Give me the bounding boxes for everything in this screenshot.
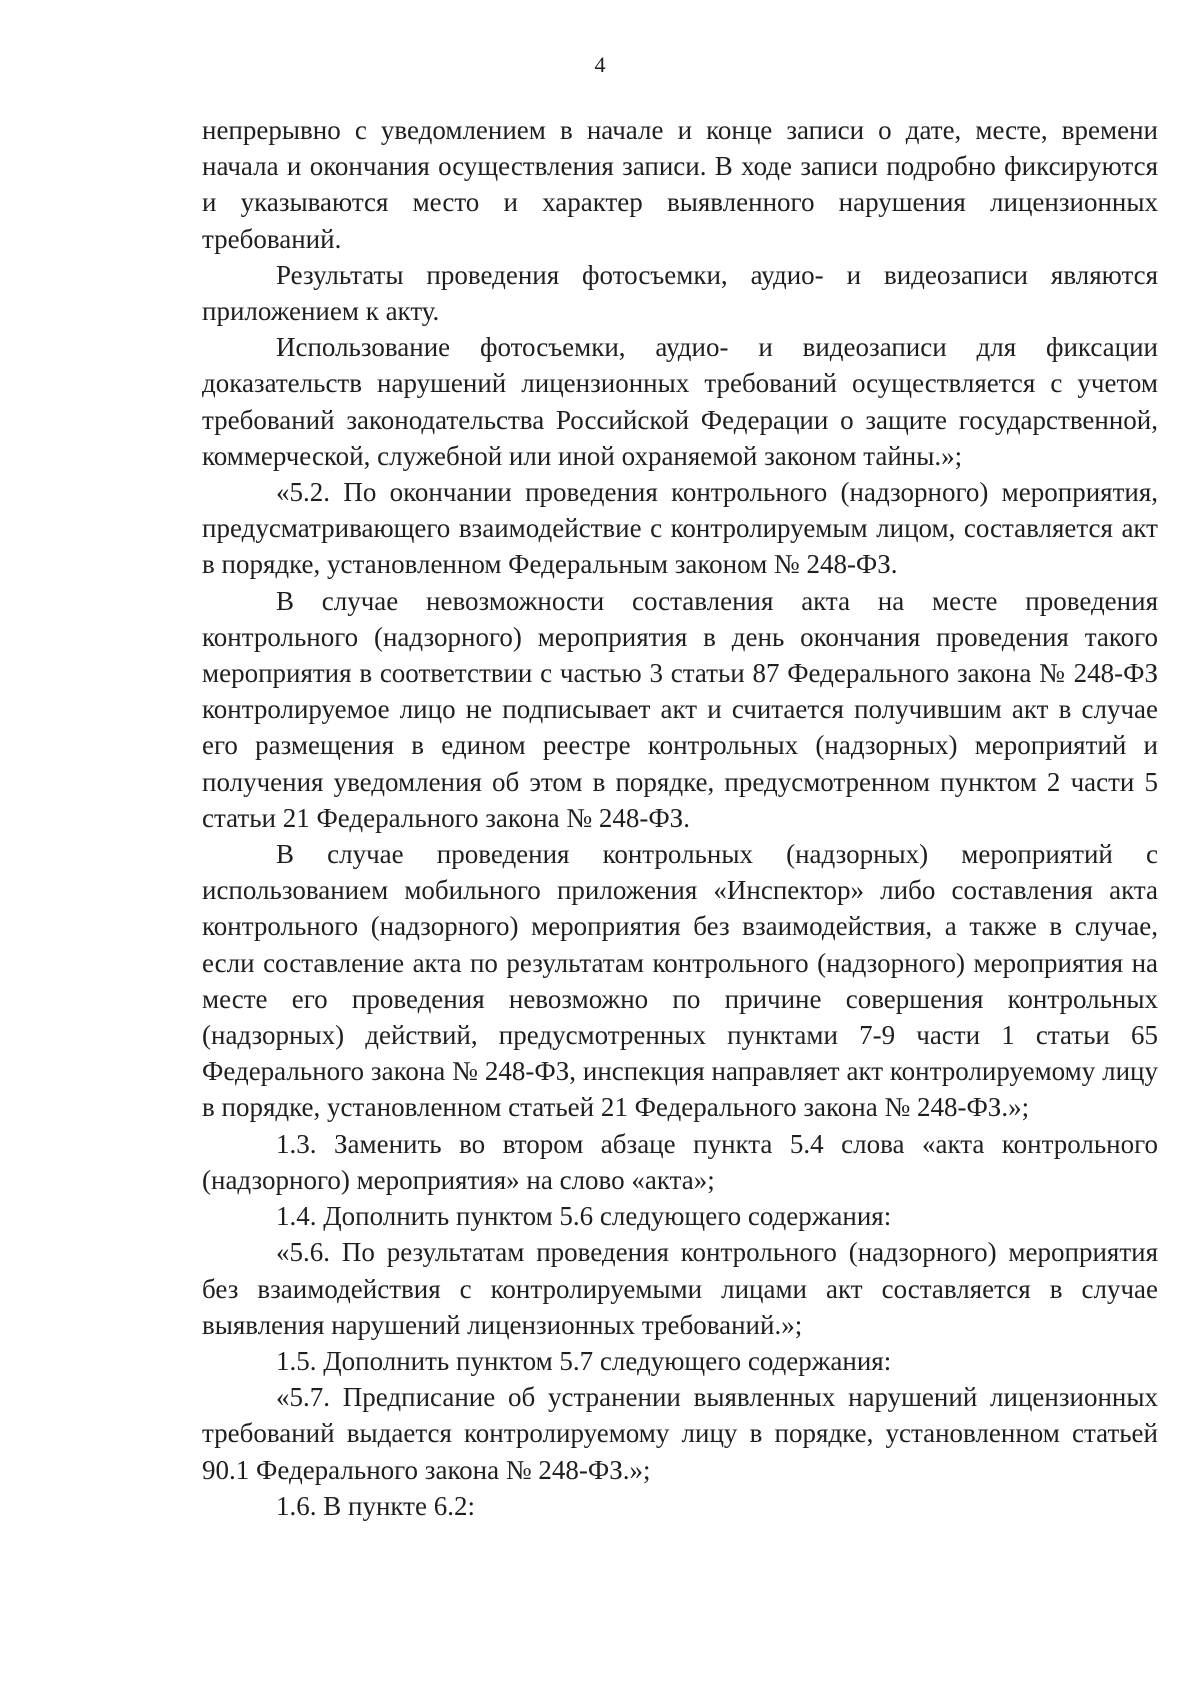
paragraph-clause-5-2: «5.2. По окончании проведения контрольного (надзорного) мероприятия, предусматривающего взаимодействие с контролируемым лицом, составляется акт в порядке, установленном Федеральным законом № 248-ФЗ. — [202, 477, 1158, 580]
paragraph-inspector-app: В случае проведения контрольных (надзорных) мероприятий с использованием мобильного приложения «Инспектор» либо составления акта контрольного (надзорного) мероприятия без взаимодействия, а также в случае, если составление акта по результатам контрольного (надзорного) мероприятия на месте его проведения невозможно по причине совершения контрольных (надзорных) действий, предусмотренных пунктами 7-9 части 1 статьи 65 Федерального закона № 248-ФЗ, инспекция направляет акт контролируемому лицу в порядке, установленном статьей 21 Федерального закона № 248-ФЗ.»; — [202, 839, 1158, 1123]
paragraph-usage-requirements: Использование фотосъемки, аудио- и видеозаписи для фиксации доказательств нарушений лицензионных требований осуществляется с учетом требований законодательства Российской Федерации о защите государственной, коммерческой, служебной или иной охраняемой законом тайны.»; — [202, 332, 1158, 471]
paragraph-item-1-3: 1.3. Заменить во втором абзаце пункта 5.4 слова «акта контрольного (надзорного) мероприятия» на слово «акта»; — [202, 1128, 1158, 1195]
paragraph-item-1-6: 1.6. В пункте 6.2: — [276, 1490, 475, 1521]
paragraph-results-attachment: Результаты проведения фотосъемки, аудио- и видеозаписи являются приложением к акту. — [202, 259, 1158, 327]
paragraph-clause-5-6: «5.6. По результатам проведения контрольного (надзорного) мероприятия без взаимодействия с контролируемыми лицами акт составляется в случае выявления нарушений лицензионных требований.»; — [202, 1237, 1158, 1340]
paragraph-item-1-5: 1.5. Дополнить пунктом 5.7 следующего содержания: — [276, 1345, 892, 1376]
paragraph-item-1-4: 1.4. Дополнить пунктом 5.6 следующего содержания: — [276, 1201, 892, 1232]
paragraph-continuation: непрерывно с уведомлением в начале и конце записи о дате, месте, времени начала и окончания осуществления записи. В ходе записи подробно фиксируются и указываются место и характер выявленного нарушения лицензионных требований. — [202, 115, 1158, 254]
page-number: 4 — [594, 52, 606, 77]
paragraph-act-impossibility: В случае невозможности составления акта на месте проведения контрольного (надзорного) мероприятия в день окончания проведения такого мероприятия в соответствии с частью 3 статьи 87 Федерального закона № 248-ФЗ контролируемое лицо не подписывает акт и считается получившим акт в случае его размещения в едином реестре контрольных (надзорных) мероприятий и получения уведомления об этом в порядке, предусмотренном пунктом 2 части 5 статьи 21 Федерального закона № 248-ФЗ. — [202, 585, 1158, 833]
paragraph-clause-5-7: «5.7. Предписание об устранении выявленных нарушений лицензионных требований выдается контролируемому лицу в порядке, установленном статьей 90.1 Федерального закона № 248-ФЗ.»; — [202, 1382, 1158, 1485]
document-body — [202, 112, 1158, 1524]
